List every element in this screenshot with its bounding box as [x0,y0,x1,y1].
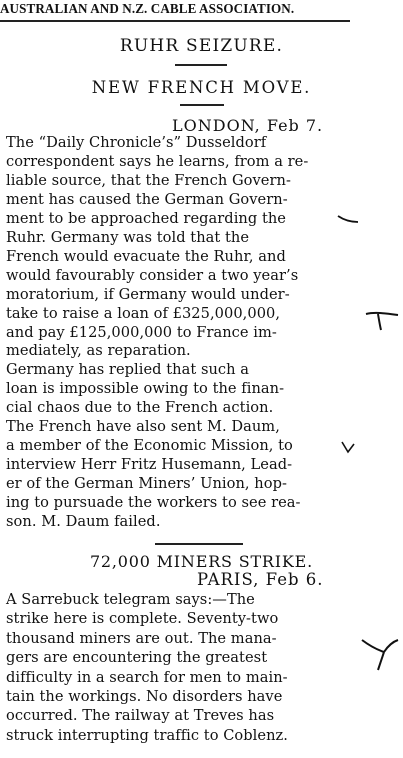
text-line: son. M. Daum failed. [6,513,161,530]
text-line: er of the German Miners’ Union, hop- [6,475,287,493]
text-line: correspondent says he learns, from a re- [6,152,309,170]
text-line: a member of the Economic Mission, to [6,437,293,455]
header-rule [0,20,350,22]
headline-divider [180,104,224,106]
margin-pen-mark [336,210,360,230]
text-line: liable source, that the French Govern- [6,171,291,189]
text-line: would favourably consider a two year’s [6,266,299,284]
agency-header: AUSTRALIAN AND N.Z. CABLE ASSOCIATION. [0,1,295,16]
text-line: cial chaos due to the French action. [6,399,274,417]
text-line: and pay £125,000,000 to France im- [6,323,277,341]
text-line: The “Daily Chronicle’s” Dusseldorf [6,134,267,151]
text-line: Germany has replied that such a [6,361,250,379]
margin-pen-mark [360,632,400,672]
headline-new-french-move: NEW FRENCH MOVE. [91,78,312,97]
text-line: Ruhr. Germany was told that the [6,228,250,246]
text-line: occurred. The railway at Treves has [6,707,275,725]
text-line: interview Herr Fritz Husemann, Lead- [6,456,293,474]
text-line: thousand miners are out. The mana- [6,629,277,647]
text-line: A Sarrebuck telegram says:—The [6,591,255,608]
margin-pen-mark [364,300,400,332]
dateline-london: LONDON, Feb 7. [172,116,324,135]
text-line: gers are encountering the greatest [6,649,268,667]
text-line: The French have also sent M. Daum, [6,418,280,436]
headline-miners-strike: 72,000 MINERS STRIKE. [89,552,314,571]
text-line: struck interrupting traffic to Coblenz. [6,726,288,744]
text-line: ment to be approached regarding the [6,209,286,227]
text-line: ment has caused the German Govern- [6,190,288,208]
margin-pen-mark [338,440,358,460]
text-line: loan is impossible owing to the finan- [6,380,285,398]
text-line: tain the workings. No disorders have [6,688,283,705]
text-line: difficulty in a search for men to main- [6,668,288,686]
dateline-paris: PARIS, Feb 6. [197,570,324,589]
headline-ruhr-seizure: RUHR SEIZURE. [119,36,284,56]
article-divider [155,543,243,545]
text-line: take to raise a loan of £325,000,000, [6,304,281,322]
text-line: French would evacuate the Ruhr, and [6,247,286,265]
text-line: moratorium, if Germany would under- [6,285,290,303]
text-line: strike here is complete. Seventy-two [6,610,279,628]
headline-divider [175,64,227,66]
text-line: ing to pursuade the workers to see rea- [6,494,301,512]
text-line: mediately, as reparation. [6,342,191,360]
